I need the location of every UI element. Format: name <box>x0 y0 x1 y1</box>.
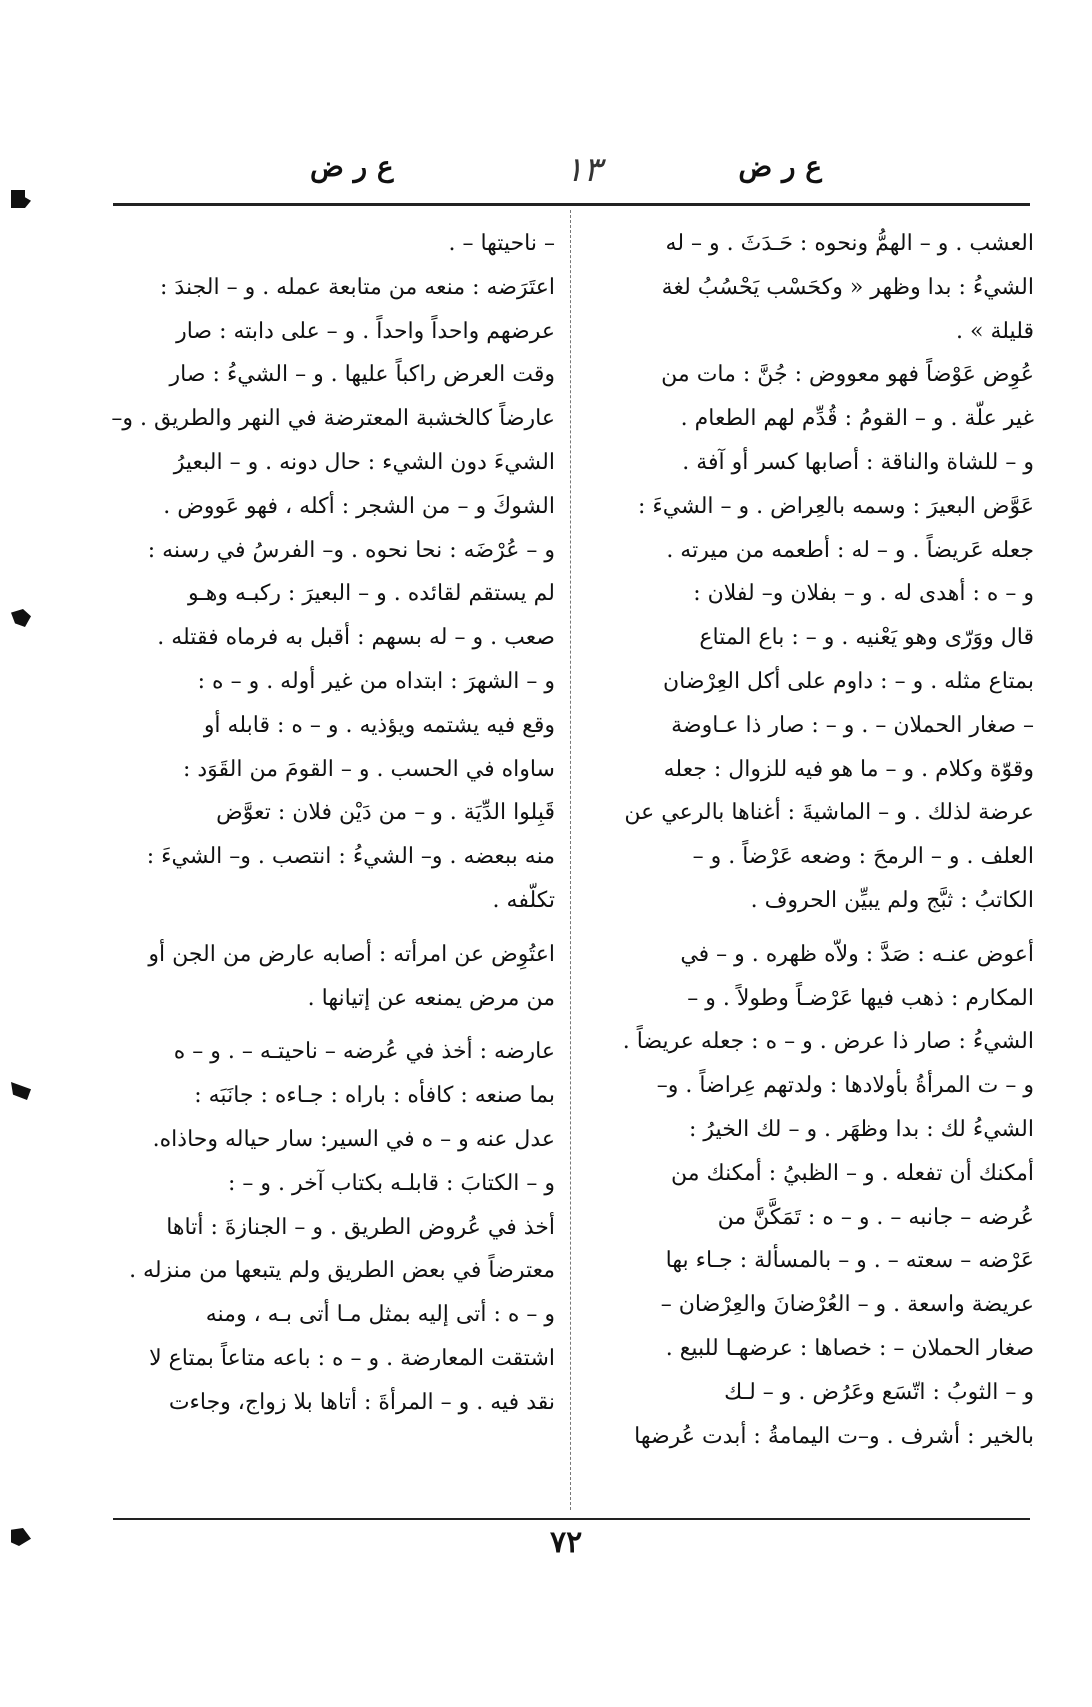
text-line: عُوِض عَوْضاً فهو معووض : جُنَّ : مات من <box>661 362 1034 388</box>
text-line: الشيءَ دون الشيء : حال دونه . و – البعيرُ <box>173 449 555 475</box>
running-header-right: ع ر ض <box>738 150 822 183</box>
text-line: من مرض يمنعه عن إتيانها . <box>307 985 555 1011</box>
text-line: بمتاع مثله . و – : داوم على أكل العِرْضان <box>662 668 1034 694</box>
text-line: و – ه : أهدى له . و – بفلان و– لفلان : <box>693 581 1034 607</box>
text-line: أمكنك أن تفعله . و – الظبيُ : أمكنك من <box>671 1160 1034 1186</box>
text-line: اشتقت المعارضة . و – ه : باعه متاعاً بمتاع لا <box>149 1345 555 1371</box>
text-line: الشيءُ لك : بدا وظهَر . و – لك الخيرُ : <box>689 1116 1034 1142</box>
text-line: و – الشهرَ : ابتداه من غير أوله . و – ه : <box>197 668 555 694</box>
text-line: المكارم : ذهب فيها عَرْضـاً وطولاً . و – <box>687 985 1034 1011</box>
text-line: و – ه : أتى إليه بمثل مـا أتى بـه ، ومنه <box>205 1302 555 1328</box>
text-line: وقوّة وكلام . و – ما هو فيه للزوال : جعله <box>663 756 1034 782</box>
text-line: أخذ في عُروض الطريق . و – الجنازةَ : أتاها <box>166 1214 555 1240</box>
text-line: قَبِلوا الدِّيَة . و – من دَيْن فلان : تعوَّض <box>216 800 555 826</box>
text-line: صغار الحملان – : خصاها : عرضهـا للبيع . <box>665 1335 1034 1361</box>
text-line: العشب . و – الهمُّ ونحوه : حَـدَثَ . و – له <box>665 231 1034 256</box>
text-line: الشوكَ و – من الشجر : أكله ، فهو عَووض . <box>163 493 555 519</box>
text-line: غير علّة . و – القومُ : قُدِّم لهم الطعام . <box>680 406 1034 432</box>
text-line: جعله عَريضاً . و – له : أطعمه من ميرته . <box>666 537 1034 563</box>
text-line: نقد فيه . و – المرأةَ : أتاها بلا زواج، وجاءت <box>168 1389 555 1415</box>
text-line: عدل عنه و – ه في السير: سار حياله وحاذاه. <box>152 1126 555 1152</box>
scan-edge-mark <box>11 1082 31 1100</box>
text-line: قال ووَرّى وهو يَعْنيه . و – : باع المتاع <box>699 625 1034 651</box>
text-line: بما صنعه : كافأه : باراه : جـاءه : جانَبَه : <box>194 1083 555 1109</box>
right-column <box>589 222 1034 1458</box>
handwritten-page-number: ۱۳ <box>565 150 602 190</box>
text-line: عريضة واسعة . و – العُرْضانَ والعِرْضان – <box>660 1292 1034 1318</box>
scan-edge-mark <box>11 1528 31 1546</box>
text-line: بالخير : أشرف . و–ت اليمامةُ : أبدت عُرضها <box>634 1423 1034 1449</box>
left-column <box>111 222 555 1425</box>
entry-gap <box>119 1020 555 1030</box>
text-line: و – الكتابَ : قابلـه بكتاب آخر . و – : <box>227 1170 555 1196</box>
text-line: عرضهم واحداً واحداً . و – على دابته : صار <box>176 318 555 344</box>
text-line: ساواه في الحسب . و – القومَ من القَوَد : <box>182 756 555 782</box>
text-line: اعتُوِض عن امرأته : أصابه عارض من الجن أو <box>148 941 555 967</box>
text-line: وقع فيه يشتمه ويؤذيه . و – ه : قابله أو <box>203 712 555 738</box>
text-line: اعتَرَضه : منعه من متابعة عمله . و – الجندَ : <box>159 274 555 300</box>
text-line: عارضه : أخذ في عُرضه – ناحيتـه – . و – ه <box>173 1039 555 1065</box>
text-line: – صغار الحملان – . و – : صار ذا عـاوضة <box>671 712 1034 738</box>
running-header-left: ع ر ض <box>310 150 394 183</box>
text-line: أعوض عنـه : صَدَّ : ولاّه ظهره . و – في <box>680 941 1034 967</box>
text-line: عَوَّض البعيرَ : وسمه بالعِراض . و – الشيءَ : <box>638 493 1034 519</box>
text-line: و – عُرْضَه : نحا نحوه . و– الفرسُ في رسنه : <box>147 537 555 563</box>
text-line: قليلة » . <box>956 318 1034 344</box>
text-line: منه ببعضه . و– الشيءُ : انتصب . و– الشيءَ : <box>146 844 555 870</box>
column-divider <box>570 210 571 1510</box>
entry-gap <box>589 923 1034 933</box>
text-line: و – ت المرأةُ بأولادها : ولدتهم عِراضاً . و– <box>656 1073 1034 1099</box>
scan-edge-mark <box>11 190 31 208</box>
text-line: و – للشاة والناقة : أصابها كسر أو آفة . <box>682 449 1034 475</box>
text-line: صعب . و – له بسهم : أقبل به فرماه فقتله . <box>157 625 555 651</box>
text-line: الشيءُ : صار ذا عرض . و – ه : جعله عريضاً . <box>622 1029 1034 1055</box>
text-line: تكلّفه . <box>492 887 555 913</box>
page-number: ٧٢ <box>550 1525 583 1560</box>
text-line: – ناحيتها – . <box>448 231 555 256</box>
header-rule <box>113 203 1030 206</box>
text-line: لم يستقم لقائده . و – البعيرَ : ركبـه وهـو <box>187 581 555 607</box>
text-line: عارضاً كالخشبة المعترضة في النهر والطريق . و– <box>111 406 555 432</box>
text-line: عَرْضه – سعته – . و – بالمسألة : جـاء بها <box>665 1248 1034 1274</box>
entry-gap <box>119 923 555 933</box>
text-line: الشيءُ : بدا وظهر « وكحَسْب يَحْسُبُ لغة <box>661 274 1034 300</box>
text-line: وقت العرض راكباً عليها . و – الشيءُ : صار <box>169 362 555 388</box>
text-line: العلف . و – الرمحَ : وضعه عَرْضاً . و – <box>692 844 1034 870</box>
text-line: و – الثوبُ : اتّسَع وعَرُض . و – لـك <box>724 1379 1034 1405</box>
footer-rule <box>113 1518 1030 1520</box>
text-line: الكاتبُ : ثبَّج ولم يبيِّن الحروف . <box>750 887 1034 913</box>
text-line: عرضة لذلك . و – الماشيةَ : أغناها بالرعي عن <box>624 800 1034 826</box>
scan-edge-mark <box>11 609 31 627</box>
text-line: عُرضه – جانبه – . و – ه : تَمَكَّنَّ من <box>717 1204 1034 1230</box>
text-line: معترضاً في بعض الطريق ولم يتبعها من منزله . <box>129 1258 555 1284</box>
